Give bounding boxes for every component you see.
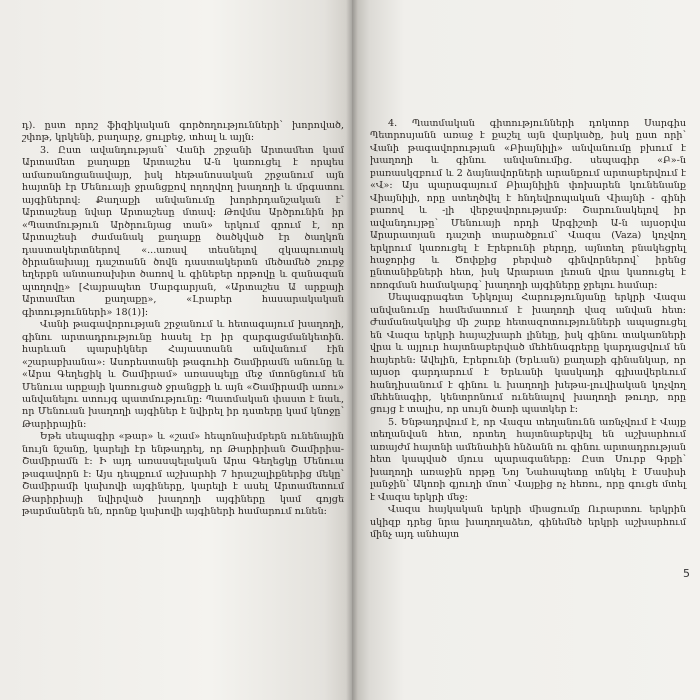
paragraph: 5. Ենթադրվում է, որ Վազա տեղանունն առնչվում է Վայք տեղանվան հետ, որտեղ հայտնաբերվել են աշխարհում առայժմ հայտնի ամենահին հնձանն ու գինու արտադրության հետ կապված մյուս պարագաները: Ըստ Սուրբ Գրքի՝ խաղողի առաջին որթը Նոյ Նահապետը տնկել է Մասիսի լանջին՝ Ակոռի գյուղի մոտ՝ Վայքից ոչ հեռու, որը գուցե մտել է Վազա երկրի մեջ:	[370, 416, 686, 503]
page-number: 5	[683, 567, 690, 580]
paragraph: Վազա հայկական երկրի միացումը Ուրարտու երկրին սկիզբ դրեց նրա խաղողաձեռ, գինեմեծ երկրի աշխարհում մինչ այդ անհայտ	[370, 504, 686, 540]
book-gutter	[346, 0, 358, 700]
paragraph: 3. Ըստ ավանդության՝ Վանի շրջանի Արտամետ կամ Արտամետ քաղաքը Արտաշես Ա-ն կառուցել է որպես ամառանոցանավայր, իսկ հեթանոսական շրջանում այն հայտնի էր Մենուայի ջրանցքով ողողվող խաղողի և մրգատու այգիներով: Քաղաքի անվանումը խորհրդանշական է՝ Արտաշեսը նվար Արտաշեսը մտավ: Թովմա Արծրունին իր «Պատմություն Արծրունյաց տան» երկում գրում է, որ Արտաշեսի ժամանակ քաղաքը ծածկված էր ծաղկոն դաստակերտներով «...առավ տեսնելով զկապուտակ ծիրանախայլ դաշտանն ծովն դաստակերտն մեծամեծ շուրջ եղերբն անտառախիտ ծառով և գինեբեր որթովը և զանազան պտղովը» [Հայրապետ Մարգարյան, «Արտաշես Ա արքայի Արտամետ քաղաքը», «Լրաբեր հասարակական գիտությունների» 18(1)]:	[22, 144, 344, 318]
paragraph: Վանի թագավորության շրջանում և հետագայում խաղողի, գինու արտադրությունը հասել էր իր զարգացմանկետին. հարևան պարսիկներ Հայաստանն անվանում էին «շարաբխանա»: Ասորեստանի թագուհի Շամիրամն անունը և «Արա Գեղեցիկ և Շամիրամ» առասպելը մեջ մտոնցնում են Մենուա արքայի կառուցած ջրանցքի և այն «Շամիրամի առու» անվանելու ստույգ պատմությունը: Պատմական փաստ է նաև, որ Մենուան խաղողի այգիներ է նվիրել իր դստերը կամ կնոջը՝ Թարիրային:	[22, 319, 344, 430]
paragraph: դ). ըստ որոշ ֆիզիկական գործողությունների՝ խորոված, շփոթ, կրկենի, բաղարջ, ցուլբեջ, տհալ և այլն:	[22, 120, 344, 144]
paragraph: Եթե սեպագիր «թար» և «շամ» հեպոնախմբերն ունենային նույն նշանը, կարելի էր ենթադրել, որ Թարիրիան Շամիրիա-Շամիրամն է: Ի այդ առասպելական Արա Գեղեցկը Մենուա թագավորն է: Այս դեպքում աշխարհի 7 հրաշալիքներից մեկը՝ Շամիրամի կախովի այգիները, կարելի է ասել Արտամետում Թարիրիայի նվիրված խաղողի այգիները կամ գոյցե թարմաներն են, որոնք կախովի այգիների համարում ունեն:	[22, 431, 344, 518]
paragraph: 4. Պատմական գիտությունների դոկտոր Սարգիս Պետրոսյանն առաջ է քաշել այն վարկածը, իսկ ըստ որի՝ Վանի թագավորության «Բիայնիլի» անվանումը բխում է խաղողի և գինու անվանումից. սեպագիր «Բ»-ն բառասկզբում և 2 ձայնավորների արանքում արտաբերվում է «Վ»: Այս պարագայում Բիայնիլին փոխարեն կունենանք Վիայնիլի, որը ստեղծվել է հնդեվրոպական Վիայնի - գինի բառով և -լի վերջավորությամբ: Շարունակելով իր ավանդույթը՝ Մենուայի որդի Արգիշտի Ա-ն այսօրվա Արարատյան դաշտի տարածքում՝ Վազա (Vaza) կոչվող երկրում կառուցել է Էրեբունի բերդը, այնտեղ բնակեցրել հաջորից և Ծոփքից բերված գինվորներով՝ իրենց ընտանիքների հետ, իսկ Արարատ լեռան վրա կառուցել է ոռոգման համակարգ՝ խաղողի այգիները ջրելու համար:	[370, 118, 686, 291]
right-page	[352, 0, 700, 700]
paragraph: Սեպագրագետ Նիկոլայ Հարությունյանը երկրի Վազա անվանումը համեմատում է խաղողի վազ անվան հետ: Ժամանակակից մի շարք հետազոտությունների ապացուցել են Վազա երկրի հայաշխարհ լինելը, իսկ գինու տակառների վրա և այլուր հայտնաբերված մեհենագրերը կարդացվում են հայերեն: Ավելին, Էրեբունի (Երևան) քաղաքի գինանկար, որ այսօր գարդարում է Երևանի կասկադի գլխավերևում հանդիսանում է գինու և խաղողի խեթա-լուվիական կոչվող մեհենագիր, կենտրոնում ունենալով խաղողի թուղր, որը ցույց է տալիս, որ սույն ծառի պատկեր է:	[370, 292, 686, 416]
